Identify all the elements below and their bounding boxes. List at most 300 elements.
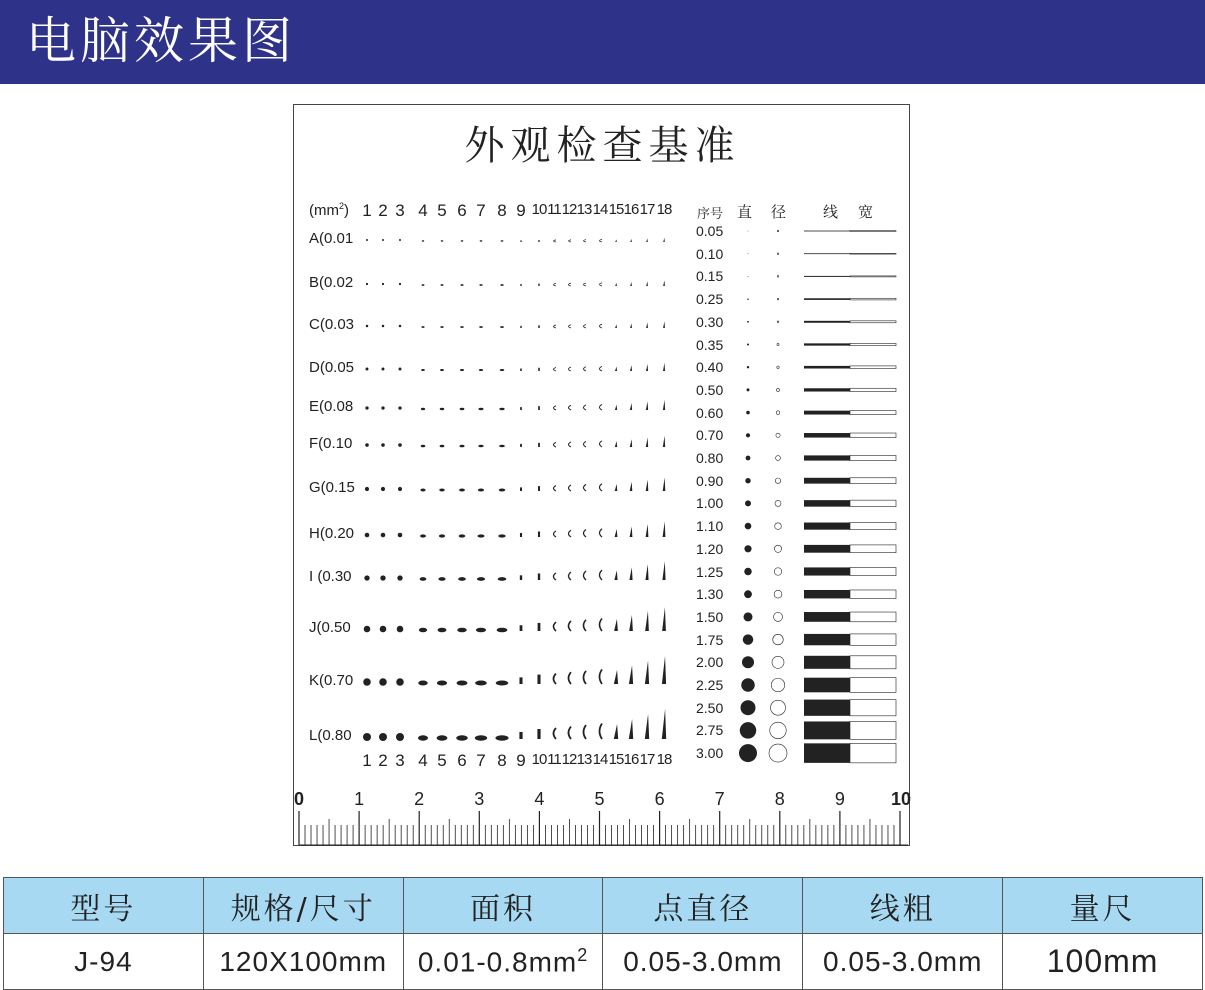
size-value: 0.15 xyxy=(696,268,724,285)
defect-sample-mark xyxy=(554,728,557,739)
size-value: 2.75 xyxy=(696,722,724,739)
spec-header-area: 面积 xyxy=(403,878,603,934)
defect-sample-mark xyxy=(366,283,368,285)
defect-sample-mark xyxy=(584,367,587,371)
defect-sample-mark xyxy=(520,284,521,286)
defect-sample-mark xyxy=(421,369,425,371)
defect-sample-mark xyxy=(382,325,385,328)
defect-sample-mark xyxy=(554,406,557,410)
diameter-dot xyxy=(741,678,755,692)
diameter-ring xyxy=(775,523,782,530)
defect-sample-mark xyxy=(499,445,505,448)
defect-sample-mark xyxy=(569,325,572,328)
diameter-ring xyxy=(771,678,785,692)
diameter-ring xyxy=(777,388,780,391)
defect-sample-mark xyxy=(363,733,371,741)
column-number-top: 7 xyxy=(476,201,486,220)
defect-sample-mark xyxy=(381,533,386,538)
ruler-label: 10 xyxy=(891,789,912,809)
defect-sample-mark xyxy=(422,240,425,241)
defect-sample-mark xyxy=(569,672,572,684)
defect-sample-mark xyxy=(646,322,648,328)
defect-sample-mark xyxy=(459,445,464,448)
line-width-outline xyxy=(850,298,896,300)
defect-sample-mark xyxy=(569,240,572,242)
defect-sample-mark xyxy=(398,487,402,491)
defect-sample-mark xyxy=(419,628,427,632)
size-value: 0.35 xyxy=(696,336,724,353)
column-number-top: 6 xyxy=(457,201,467,220)
line-width-bar xyxy=(804,743,850,763)
column-number-bottom: 1 xyxy=(362,751,372,770)
column-number-top: 16 xyxy=(623,201,639,218)
defect-sample-mark xyxy=(495,735,508,740)
card-title: 外观检查基准 xyxy=(464,123,741,169)
defect-sample-mark xyxy=(520,369,522,372)
diameter-ring xyxy=(777,343,779,345)
defect-sample-mark xyxy=(399,325,402,328)
defect-sample-mark xyxy=(438,577,445,581)
column-number-bottom: 4 xyxy=(418,751,428,770)
defect-sample-mark xyxy=(646,401,648,410)
line-width-outline xyxy=(850,567,896,575)
column-number-top: 10 xyxy=(531,201,547,218)
line-width-bar xyxy=(804,656,850,669)
ruler-label: 7 xyxy=(714,789,725,809)
column-number-top: 13 xyxy=(576,201,592,218)
defect-sample-mark xyxy=(614,619,618,631)
line-width-outline xyxy=(850,721,896,739)
diameter-dot xyxy=(747,321,749,323)
row-label: L(0.80 xyxy=(309,727,352,744)
defect-sample-mark xyxy=(520,575,522,580)
defect-sample-mark xyxy=(379,733,387,741)
defect-sample-mark xyxy=(538,284,539,286)
column-number-top: 8 xyxy=(497,201,507,220)
defect-sample-mark xyxy=(584,240,587,242)
diameter-ring xyxy=(769,744,787,762)
defect-sample-mark xyxy=(496,680,508,685)
defect-sample-mark xyxy=(396,678,404,686)
defect-sample-mark xyxy=(645,661,649,684)
defect-sample-mark xyxy=(421,408,425,410)
defect-sample-mark xyxy=(500,326,504,328)
column-number-top: 18 xyxy=(656,201,672,218)
defect-sample-mark xyxy=(497,628,508,632)
size-value: 0.25 xyxy=(696,291,724,308)
diameter-dot xyxy=(747,366,749,368)
row-label: B(0.02 xyxy=(309,274,354,291)
defect-sample-mark xyxy=(478,489,484,492)
defect-sample-mark xyxy=(459,534,466,537)
defect-sample-mark xyxy=(569,727,572,740)
size-value: 3.00 xyxy=(696,745,724,762)
diameter-dot xyxy=(744,590,752,598)
column-number-bottom: 10 xyxy=(531,751,547,768)
defect-sample-mark xyxy=(478,408,483,410)
defect-sample-mark xyxy=(630,527,633,538)
defect-sample-mark xyxy=(615,441,617,447)
size-value: 1.00 xyxy=(696,495,724,512)
row-label: F(0.10 xyxy=(309,435,353,452)
column-number-bottom: 12 xyxy=(561,751,577,768)
diameter-dot xyxy=(747,298,749,300)
defect-sample-mark xyxy=(461,240,464,241)
defect-sample-mark xyxy=(421,445,426,448)
defect-sample-mark xyxy=(478,445,483,448)
ruler-label: 0 xyxy=(293,789,304,809)
line-width-bar xyxy=(804,700,850,716)
size-value: 0.60 xyxy=(696,404,724,421)
diameter-dot xyxy=(748,276,749,277)
defect-sample-mark xyxy=(600,404,603,410)
defect-sample-mark xyxy=(554,531,557,537)
diameter-dot xyxy=(744,568,752,576)
defect-sample-mark xyxy=(663,280,665,286)
line-width-outline xyxy=(850,276,896,277)
defect-sample-mark xyxy=(441,240,444,241)
diameter-dot xyxy=(745,523,752,530)
defect-sample-mark xyxy=(366,239,368,241)
column-number-top: 5 xyxy=(437,201,447,220)
defect-sample-mark xyxy=(365,487,369,491)
defect-sample-mark xyxy=(569,572,572,580)
line-width-outline xyxy=(850,545,896,553)
column-number-bottom: 3 xyxy=(395,751,405,770)
defect-sample-mark xyxy=(475,680,487,685)
line-width-bar xyxy=(804,612,850,622)
defect-sample-mark xyxy=(600,570,603,580)
defect-sample-mark xyxy=(600,366,603,371)
defect-sample-mark xyxy=(663,321,665,328)
defect-sample-mark xyxy=(500,284,503,286)
defect-sample-mark xyxy=(662,561,665,580)
defect-sample-mark xyxy=(437,680,447,685)
defect-sample-mark xyxy=(366,325,369,328)
defect-sample-mark xyxy=(630,323,632,328)
defect-sample-mark xyxy=(646,238,648,242)
defect-sample-mark xyxy=(501,240,504,241)
line-width-bar xyxy=(804,721,850,739)
defect-sample-mark xyxy=(437,735,448,740)
spec-header-ruler: 量尺 xyxy=(1003,878,1203,934)
size-value: 0.30 xyxy=(696,313,724,330)
line-width-outline xyxy=(850,366,896,369)
defect-sample-mark xyxy=(500,369,505,371)
defect-sample-mark xyxy=(380,575,385,580)
column-number-top: 4 xyxy=(418,201,428,220)
defect-sample-mark xyxy=(662,709,666,739)
defect-sample-mark xyxy=(554,325,557,328)
defect-sample-mark xyxy=(499,408,504,410)
defect-sample-mark xyxy=(440,284,443,286)
line-width-bar xyxy=(804,433,850,438)
line-width-bar xyxy=(804,343,850,345)
line-width-outline xyxy=(850,700,896,716)
line-width-outline xyxy=(850,321,896,323)
defect-sample-mark xyxy=(663,363,665,371)
defect-sample-mark xyxy=(538,573,540,580)
defect-sample-mark xyxy=(662,656,666,684)
defect-sample-mark xyxy=(520,240,521,242)
line-width-bar xyxy=(804,231,850,232)
defect-sample-mark xyxy=(645,564,648,580)
defect-sample-mark xyxy=(478,534,485,537)
diameter-ring xyxy=(772,656,784,668)
defect-sample-mark xyxy=(615,405,617,410)
diameter-dot xyxy=(744,612,753,621)
line-width-outline xyxy=(850,590,896,598)
defect-sample-mark xyxy=(519,677,522,684)
defect-sample-mark xyxy=(538,443,540,447)
defect-sample-mark xyxy=(645,611,649,631)
defect-sample-mark xyxy=(584,725,587,739)
column-number-bottom: 6 xyxy=(457,751,467,770)
column-number-top: 12 xyxy=(561,201,577,218)
diameter-ring xyxy=(776,456,781,461)
row-label: K(0.70 xyxy=(309,672,354,689)
defect-sample-mark xyxy=(480,240,483,241)
column-number-bottom: 14 xyxy=(592,751,608,768)
spec-header-dot-diameter: 点直径 xyxy=(603,878,803,934)
ruler-label: 2 xyxy=(414,789,425,809)
defect-sample-mark xyxy=(554,240,557,242)
line-width-bar xyxy=(804,388,850,391)
line-width-outline xyxy=(850,500,896,507)
diameter-dot xyxy=(746,433,750,437)
sequence-header: 序号 xyxy=(697,206,724,221)
defect-sample-mark xyxy=(584,530,587,538)
defect-sample-mark xyxy=(457,680,468,685)
defect-sample-mark xyxy=(399,239,401,241)
spec-header-size: 规格/尺寸 xyxy=(203,878,403,934)
diameter-header-2: 径 xyxy=(771,203,787,221)
diameter-dot xyxy=(747,343,749,345)
defect-sample-mark xyxy=(460,284,463,286)
diameter-dot xyxy=(748,231,749,232)
defect-sample-mark xyxy=(662,607,666,631)
defect-sample-mark xyxy=(630,403,632,410)
defect-sample-mark xyxy=(520,625,523,631)
defect-sample-mark xyxy=(600,529,603,537)
column-number-bottom: 5 xyxy=(437,751,447,770)
spec-value-dot-diameter: 0.05-3.0mm xyxy=(603,934,803,990)
defect-sample-mark xyxy=(538,325,539,328)
defect-sample-mark xyxy=(440,445,445,448)
line-width-outline xyxy=(850,411,896,415)
line-width-bar xyxy=(804,276,850,277)
line-width-outline xyxy=(850,388,896,391)
size-value: 1.10 xyxy=(696,518,724,535)
line-width-bar xyxy=(804,253,850,254)
defect-sample-mark xyxy=(615,239,617,242)
defect-sample-mark xyxy=(614,570,617,580)
defect-sample-mark xyxy=(629,615,633,631)
diameter-ring xyxy=(770,722,787,739)
line-width-bar xyxy=(804,321,850,323)
defect-sample-mark xyxy=(584,441,587,447)
row-label: G(0.15 xyxy=(309,479,355,496)
spec-value-line-width: 0.05-3.0mm xyxy=(803,934,1003,990)
unit-label: $(mm^2)$ xyxy=(309,201,350,219)
diameter-dot xyxy=(746,456,751,461)
defect-sample-mark xyxy=(364,626,371,633)
defect-sample-mark xyxy=(365,533,370,538)
diameter-dot xyxy=(745,500,751,506)
ruler-label: 3 xyxy=(474,789,485,809)
defect-sample-mark xyxy=(477,577,485,581)
column-number-top: 9 xyxy=(516,201,526,220)
defect-sample-mark xyxy=(554,674,557,684)
defect-sample-mark xyxy=(398,533,403,538)
column-number-bottom: 9 xyxy=(516,751,526,770)
column-number-bottom: 2 xyxy=(378,751,388,770)
line-width-bar xyxy=(804,634,850,645)
line-width-outline xyxy=(850,612,896,622)
defect-sample-mark xyxy=(569,485,572,491)
defect-sample-mark xyxy=(600,724,603,740)
size-value: 1.75 xyxy=(696,631,724,648)
ruler-label: 5 xyxy=(594,789,605,809)
defect-sample-mark xyxy=(615,283,617,286)
defect-sample-mark xyxy=(554,283,557,286)
size-value: 1.30 xyxy=(696,586,724,603)
line-width-outline xyxy=(850,343,896,345)
defect-sample-mark xyxy=(584,620,587,631)
defect-sample-mark xyxy=(476,628,486,632)
line-width-outline xyxy=(850,231,896,232)
diameter-ring xyxy=(777,298,779,300)
defect-sample-mark xyxy=(600,324,603,328)
defect-sample-mark xyxy=(615,484,618,491)
row-label: C(0.03 xyxy=(309,316,355,333)
line-width-outline xyxy=(850,634,896,645)
defect-sample-mark xyxy=(600,669,603,684)
defect-sample-mark xyxy=(615,529,618,537)
defect-sample-mark xyxy=(458,577,466,581)
diameter-dot xyxy=(742,656,754,668)
defect-sample-mark xyxy=(630,282,632,286)
row-label: H(0.20 xyxy=(309,525,355,542)
defect-sample-mark xyxy=(364,575,369,580)
defect-sample-mark xyxy=(520,407,522,410)
diameter-ring xyxy=(777,253,779,255)
diameter-ring xyxy=(777,230,779,232)
defect-sample-mark xyxy=(614,670,618,684)
column-number-top: 17 xyxy=(639,201,655,218)
defect-sample-mark xyxy=(397,575,402,580)
defect-sample-mark xyxy=(646,480,649,491)
diameter-ring xyxy=(776,433,780,437)
size-value: 0.70 xyxy=(696,427,724,444)
row-label: A(0.01 xyxy=(309,230,354,247)
defect-sample-mark xyxy=(420,489,425,492)
defect-sample-mark xyxy=(399,368,402,371)
defect-sample-mark xyxy=(398,443,402,447)
defect-sample-mark xyxy=(440,326,443,328)
defect-sample-mark xyxy=(460,408,465,410)
ruler-label: 9 xyxy=(834,789,845,809)
defect-sample-mark xyxy=(520,444,522,447)
defect-sample-mark xyxy=(398,406,401,409)
diameter-ring xyxy=(777,366,779,368)
column-number-bottom: 17 xyxy=(639,751,655,768)
defect-sample-mark xyxy=(422,284,425,286)
defect-sample-mark xyxy=(554,573,557,580)
column-number-bottom: 15 xyxy=(608,751,624,768)
defect-sample-mark xyxy=(438,628,447,632)
line-width-bar xyxy=(804,545,850,553)
line-width-outline xyxy=(850,523,896,530)
line-width-bar xyxy=(804,567,850,575)
defect-sample-mark xyxy=(584,484,587,491)
line-width-bar xyxy=(804,411,850,415)
defect-sample-mark xyxy=(569,621,572,631)
diameter-ring xyxy=(775,478,780,483)
line-width-bar xyxy=(804,455,850,460)
defect-sample-mark xyxy=(396,733,404,741)
column-number-bottom: 16 xyxy=(623,751,639,768)
size-value: 0.80 xyxy=(696,450,724,466)
defect-sample-mark xyxy=(569,283,572,286)
row-label: J(0.50 xyxy=(309,619,351,636)
defect-sample-mark xyxy=(615,367,617,372)
defect-sample-mark xyxy=(646,524,649,537)
line-width-outline xyxy=(850,478,896,484)
defect-sample-mark xyxy=(600,619,603,631)
size-value: 2.25 xyxy=(696,677,724,693)
size-value: 0.50 xyxy=(696,381,724,398)
diameter-dot xyxy=(743,634,754,645)
defect-sample-mark xyxy=(499,489,506,492)
diameter-ring xyxy=(776,411,780,415)
line-width-outline xyxy=(850,743,896,763)
defect-sample-mark xyxy=(479,284,482,286)
diameter-dot xyxy=(747,388,750,391)
size-value: 1.20 xyxy=(696,540,724,557)
page-title: 电脑效果图 xyxy=(26,12,296,70)
spec-table-header-row xyxy=(4,878,1203,934)
line-width-bar xyxy=(804,366,850,369)
size-value: 1.50 xyxy=(696,608,724,625)
diameter-ring xyxy=(777,321,779,323)
defect-sample-mark xyxy=(554,622,557,631)
defect-sample-mark xyxy=(380,626,387,633)
defect-sample-mark xyxy=(663,477,666,491)
defect-sample-mark xyxy=(440,369,444,371)
size-value: 2.00 xyxy=(696,654,724,671)
diameter-ring xyxy=(777,276,779,278)
defect-sample-mark xyxy=(498,577,507,581)
defect-sample-mark xyxy=(479,326,483,328)
column-number-bottom: 8 xyxy=(497,751,507,770)
defect-sample-mark xyxy=(600,283,603,286)
defect-sample-mark xyxy=(630,365,632,371)
defect-sample-mark xyxy=(397,626,404,633)
defect-sample-mark xyxy=(475,735,487,740)
diameter-dot xyxy=(746,411,750,415)
defect-sample-mark xyxy=(630,482,633,491)
diameter-ring xyxy=(774,568,782,576)
column-number-bottom: 11 xyxy=(547,751,561,768)
defect-sample-mark xyxy=(399,283,401,285)
line-width-outline xyxy=(850,455,896,460)
defect-sample-mark xyxy=(584,571,587,580)
size-value: 0.10 xyxy=(696,245,724,262)
line-width-bar xyxy=(804,500,850,507)
diameter-ring xyxy=(774,590,782,598)
defect-sample-mark xyxy=(439,489,445,492)
